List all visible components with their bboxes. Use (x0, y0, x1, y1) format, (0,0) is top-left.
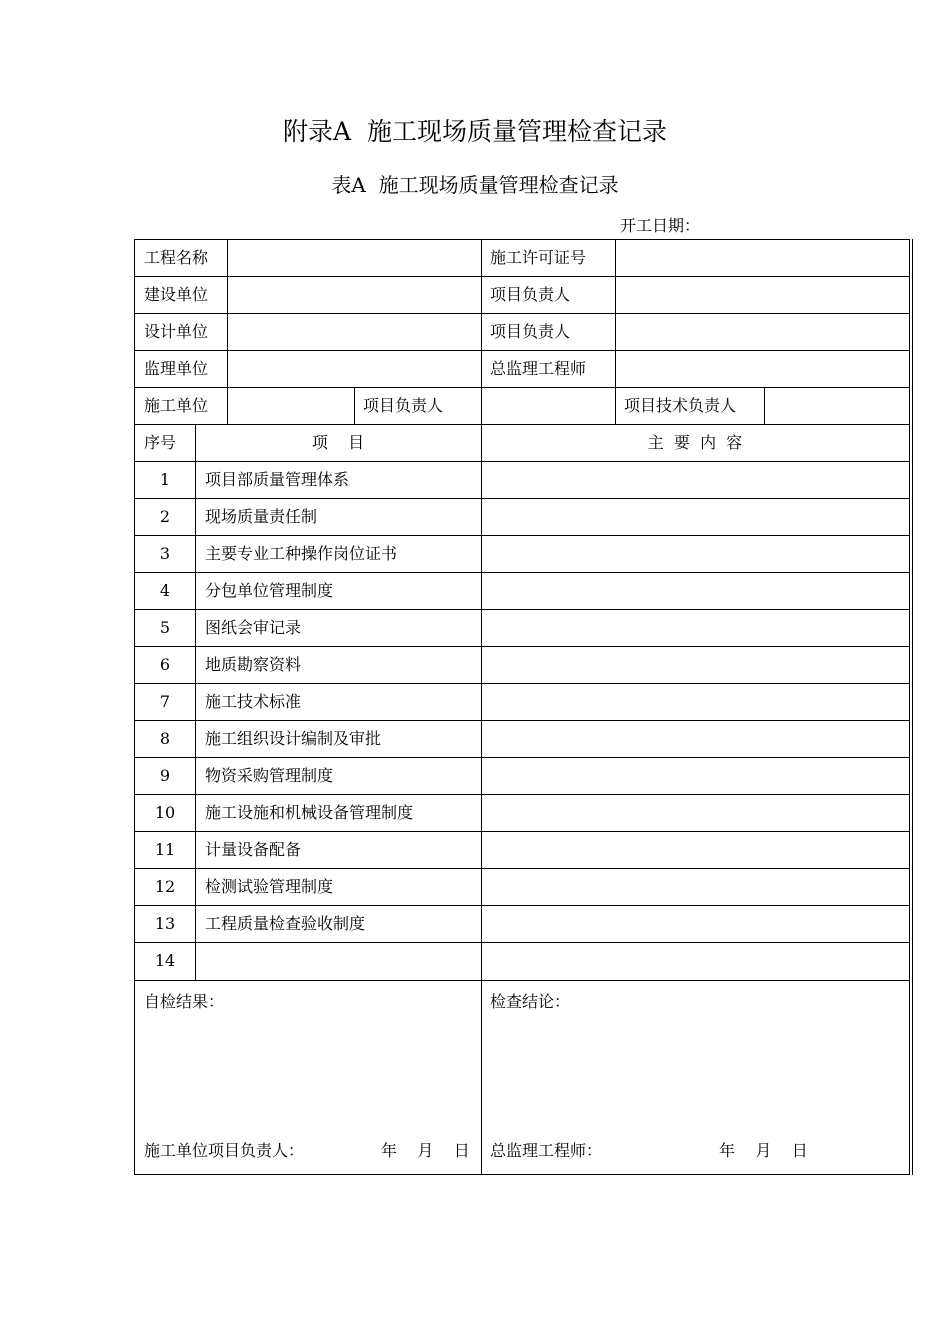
item-number: 9 (159, 766, 171, 785)
row-line (134, 350, 910, 351)
row-line (134, 313, 910, 314)
table-title: 表A 施工现场质量管理检查记录 (331, 173, 619, 197)
table-border-top (134, 239, 910, 240)
col-line (764, 387, 765, 424)
technical-manager-label: 项目技术负责人 (624, 396, 737, 415)
item-number: 6 (159, 655, 171, 674)
row-line (134, 461, 910, 462)
row-line (134, 683, 910, 684)
content-header: 主 要 内 容 (647, 433, 743, 452)
table-border-right-outer (912, 239, 913, 1175)
col-line (615, 239, 616, 424)
col-line (227, 239, 228, 424)
document-title: 附录A 施工现场质量管理检查记录 (283, 117, 667, 146)
item-name: 计量设备配备 (205, 840, 302, 859)
col-line (481, 239, 482, 980)
self-check-label: 自检结果： (144, 992, 225, 1011)
item-number: 1 (159, 470, 171, 489)
construction-sign-date: 年 月 日 (381, 1141, 470, 1160)
item-name: 施工设施和机械设备管理制度 (205, 803, 414, 822)
row-line (134, 424, 910, 425)
row-line (134, 609, 910, 610)
row-line (134, 868, 910, 869)
item-header: 项 目 (311, 433, 365, 452)
design-unit-label: 设计单位 (144, 322, 209, 341)
item-name: 现场质量责任制 (205, 507, 318, 526)
item-number: 13 (154, 914, 176, 933)
construction-sign-label: 施工单位项目负责人： (144, 1141, 305, 1160)
item-number: 4 (159, 581, 171, 600)
item-name: 物资采购管理制度 (205, 766, 334, 785)
design-manager-label: 项目负责人 (490, 322, 571, 341)
row-line (134, 387, 910, 388)
item-name: 项目部质量管理体系 (205, 470, 350, 489)
inspection-record-table (134, 239, 910, 1175)
row-line (134, 757, 910, 758)
item-name: 地质勘察资料 (205, 655, 302, 674)
item-name: 检测试验管理制度 (205, 877, 334, 896)
row-line (134, 535, 910, 536)
row-line (134, 905, 910, 906)
table-border-bottom (134, 1174, 910, 1175)
item-number: 2 (159, 507, 171, 526)
row-line (134, 276, 910, 277)
row-line (134, 831, 910, 832)
item-number: 3 (159, 544, 171, 563)
item-name: 施工组织设计编制及审批 (205, 729, 382, 748)
row-line (134, 794, 910, 795)
item-number: 12 (154, 877, 176, 896)
col-line (354, 387, 355, 424)
item-name: 主要专业工种操作岗位证书 (205, 544, 398, 563)
seq-header: 序号 (144, 433, 177, 452)
item-number: 10 (154, 803, 176, 822)
item-number: 8 (159, 729, 171, 748)
owner-manager-label: 项目负责人 (490, 285, 571, 304)
chief-supervisor-label: 总监理工程师 (490, 359, 587, 378)
supervisor-sign-date: 年 月 日 (719, 1141, 808, 1160)
start-date-label: 开工日期： (620, 216, 701, 235)
row-line (134, 572, 910, 573)
row-line (134, 646, 910, 647)
conclusion-label: 检查结论： (490, 992, 571, 1011)
col-line (195, 424, 196, 980)
row-line (134, 942, 910, 943)
item-number: 14 (154, 951, 176, 970)
construction-manager-label: 项目负责人 (363, 396, 444, 415)
table-border-right (909, 239, 910, 1175)
construction-unit-label: 施工单位 (144, 396, 209, 415)
item-number: 5 (159, 618, 171, 637)
supervision-unit-label: 监理单位 (144, 359, 209, 378)
col-line (481, 980, 482, 1175)
row-line (134, 980, 910, 981)
item-name: 图纸会审记录 (205, 618, 302, 637)
project-name-label: 工程名称 (144, 248, 209, 267)
supervisor-sign-label: 总监理工程师： (490, 1141, 603, 1160)
item-number: 7 (159, 692, 171, 711)
item-name: 施工技术标准 (205, 692, 302, 711)
permit-number-label: 施工许可证号 (490, 248, 587, 267)
owner-unit-label: 建设单位 (144, 285, 209, 304)
row-line (134, 498, 910, 499)
item-number: 11 (154, 840, 176, 859)
item-name: 分包单位管理制度 (205, 581, 334, 600)
item-name: 工程质量检查验收制度 (205, 914, 366, 933)
row-line (134, 720, 910, 721)
